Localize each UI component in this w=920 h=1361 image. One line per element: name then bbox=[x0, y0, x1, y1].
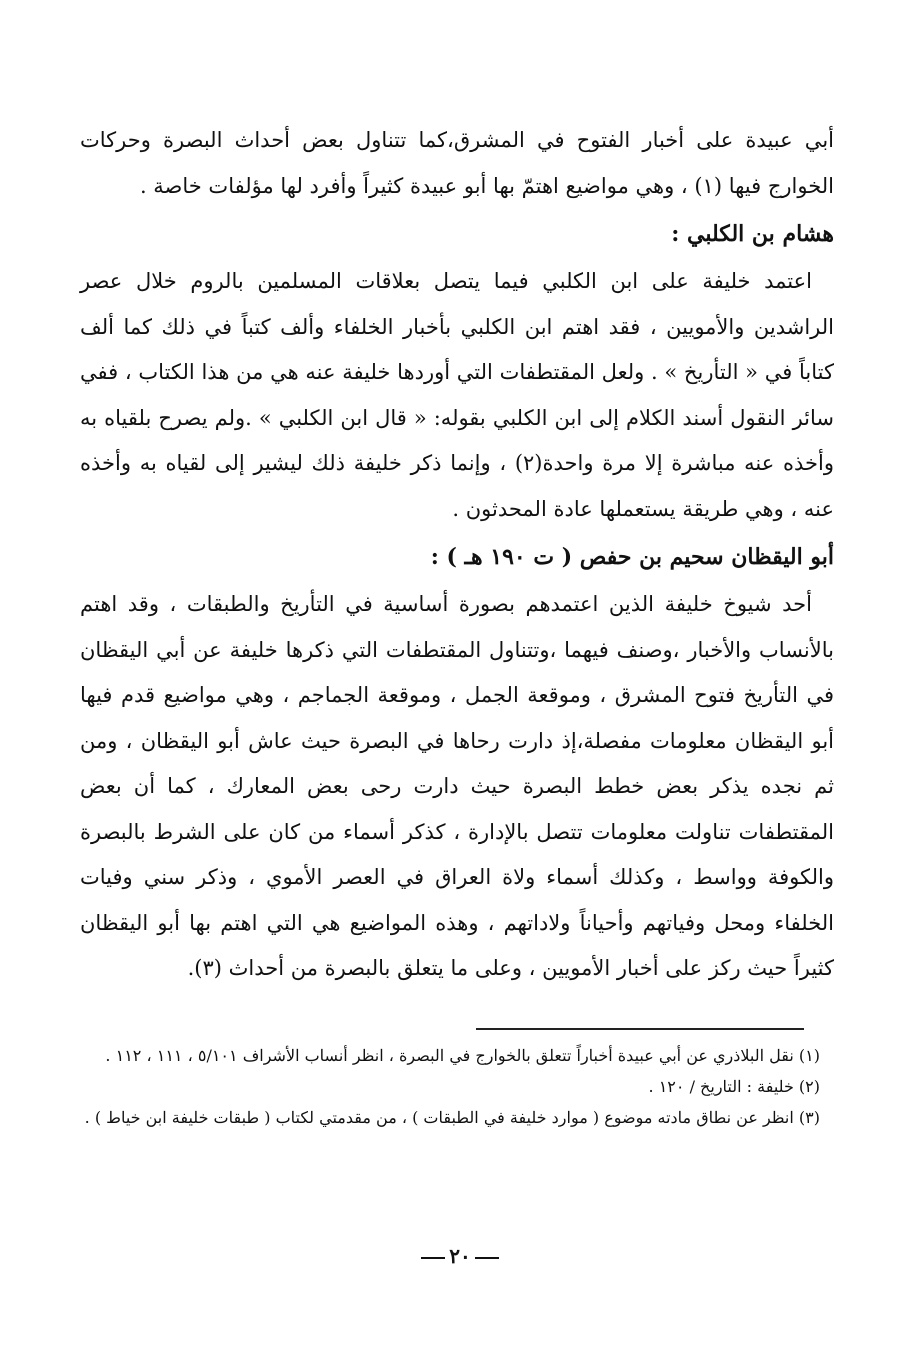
footnotes bbox=[72, 1040, 820, 1133]
paragraph-abu-al-yaqzan: أحد شيوخ خليفة الذين اعتمدهم بصورة أساسية في التأريخ والطبقات ، وقد اهتم بالأنساب والأخبار ،وصنف فيهما ،وتتناول المقتطفات التي ذكرها خليفة عن أبي اليقظان في التأريخ فتوح المشرق ، وموقعة الجمل ، وموقعة الجماجم ، وهي مواضيع قدم فيها أبو اليقظان معلومات مفصلة،إذ دارت رحاها في البصرة حيث عاش أبو اليقظان ، ومن ثم نجده يذكر بعض خطط البصرة حيث دارت رحى بعض المعارك ، كما أن بعض المقتطفات تناولت معلومات تتصل بالإدارة ، كذكر أسماء من كان على الشرط بالبصرة والكوفة وواسط ، وكذلك أسماء ولاة العراق في العصر الأموي ، وذكر سني وفيات الخلفاء ومحل وفياتهم وأحياناً ولاداتهم ، وهذه المواضيع هي التي اهتم بها أبو اليقظان كثيراً حيث ركز على أخبار الأمويين ، وعلى ما يتعلق بالبصرة من أحداث (٣). bbox=[80, 592, 834, 980]
footnote-1: (١) نقل البلاذري عن أبي عبيدة أخباراً تتعلق بالخوارج في البصرة ، انظر أنساب الأشراف ٥/١٠١ ، ١١١ ، ١١٢ . bbox=[105, 1046, 820, 1065]
page-number-value: ٢٠ bbox=[449, 1244, 471, 1268]
page-number-dash-left bbox=[421, 1257, 445, 1259]
footnote-3: (٣) انظر عن نطاق مادته موضوع ( موارد خليفة في الطبقات ) ، من مقدمتي لكتاب ( طبقات خليفة ابن خياط ) . bbox=[84, 1108, 820, 1127]
footnote-separator bbox=[476, 1028, 804, 1030]
main-text bbox=[80, 118, 834, 992]
paragraph-abu-ubaida-continuation: أبي عبيدة على أخبار الفتوح في المشرق،كما تتناول بعض أحداث البصرة وحركات الخوارج فيها (١) ، وهي مواضيع اهتمّ بها أبو عبيدة كثيراً وأفرد لها مؤلفات خاصة . bbox=[80, 128, 834, 198]
page-number bbox=[0, 1244, 920, 1268]
page-number-dash-right bbox=[475, 1257, 499, 1259]
footnote-2: (٢) خليفة : التاريخ / ١٢٠ . bbox=[648, 1077, 820, 1096]
paragraph-hisham-ibn-al-kalbi: اعتمد خليفة على ابن الكلبي فيما يتصل بعلاقات المسلمين بالروم خلال عصر الراشدين والأمويين ، فقد اهتم ابن الكلبي بأخبار الخلفاء وألف كتباً في ذلك كما ألف كتاباً في « التأريخ » . ولعل المقتطفات التي أوردها خليفة عنه هي من هذا الكتاب ، ففي سائر النقول أسند الكلام إلى ابن الكلبي بقوله: « قال ابن الكلبي » .ولم يصرح بلقياه به وأخذه عنه مباشرة إلا مرة واحدة(٢) ، وإنما ذكر خليفة ذلك ليشير إلى لقياه به وأخذه عنه ، وهي طريقة يستعملها عادة المحدثون . bbox=[80, 269, 834, 521]
heading-hisham-ibn-al-kalbi: هشام بن الكلبي : bbox=[671, 221, 834, 247]
heading-abu-al-yaqzan: أبو اليقظان سحيم بن حفص ( ت ١٩٠ هـ ) : bbox=[430, 544, 834, 570]
